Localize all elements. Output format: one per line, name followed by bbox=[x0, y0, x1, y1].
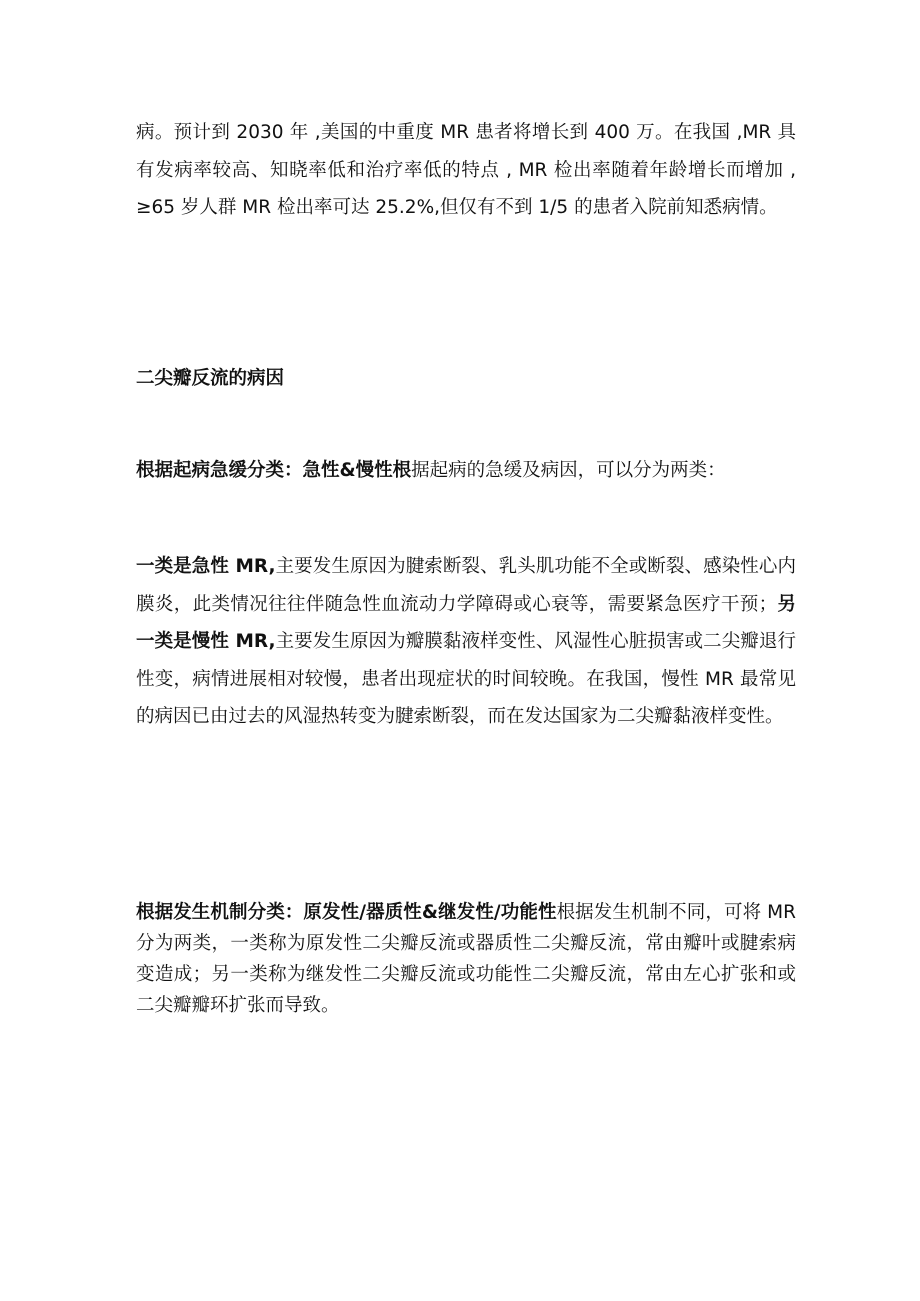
mechanism-classification-lead: 根据发生机制分类：原发性/器质性&继发性/功能性 bbox=[136, 902, 557, 923]
section-heading-etiology: 二尖瓣反流的病因 bbox=[136, 368, 285, 389]
chronic-mr-lead: 另一类是慢性 MR, bbox=[136, 593, 796, 652]
acute-mr-lead: 一类是急性 MR, bbox=[136, 556, 276, 577]
mechanism-classification-text: 根据发生机制不同，可将 MR 分为两类，一类称为原发性二尖瓣反流或器质性二尖瓣反流，常由瓣叶或腱索病变造成；另一类称为继发性二尖瓣反流或功能性二尖瓣反流，常由左心扩张和或二尖瓣瓣环扩张而导致。 bbox=[136, 902, 796, 1016]
paragraph-prevalence bbox=[136, 114, 796, 227]
onset-classification-text: 据起病的急缓及病因，可以分为两类： bbox=[411, 460, 726, 481]
paragraph-prevalence-text: 病。预计到 2030 年 ,美国的中重度 MR 患者将增长到 400 万。在我国 ,MR 具有发病率较高、知晓率低和治疗率低的特点 , MR 检出率随着年龄增长而增加 , ≥65 岁人群 MR 检出率可达 25.2%,但仅有不到 1/5 的患者入院前知悉病情。 bbox=[136, 122, 796, 218]
onset-classification-lead: 根据起病急缓分类：急性&慢性根 bbox=[136, 460, 412, 481]
acute-mr-text: 主要发生原因为腱索断裂、乳头肌功能不全或断裂、感染性心内膜炎，此类情况往往伴随急性血流动力学障碍或心衰等，需要紧急医疗干预； bbox=[136, 556, 796, 615]
paragraph-mechanism-classification bbox=[136, 897, 796, 1021]
paragraph-acute-chronic bbox=[136, 548, 796, 736]
chronic-mr-text: 主要发生原因为瓣膜黏液样变性、风湿性心脏损害或二尖瓣退行性变，病情进展相对较慢，患者出现症状的时间较晚。在我国，慢性 MR 最常见的病因已由过去的风湿热转变为腱索断裂，而在发达国家为二尖瓣黏液样变性。 bbox=[136, 631, 796, 727]
paragraph-onset-classification bbox=[136, 452, 796, 490]
